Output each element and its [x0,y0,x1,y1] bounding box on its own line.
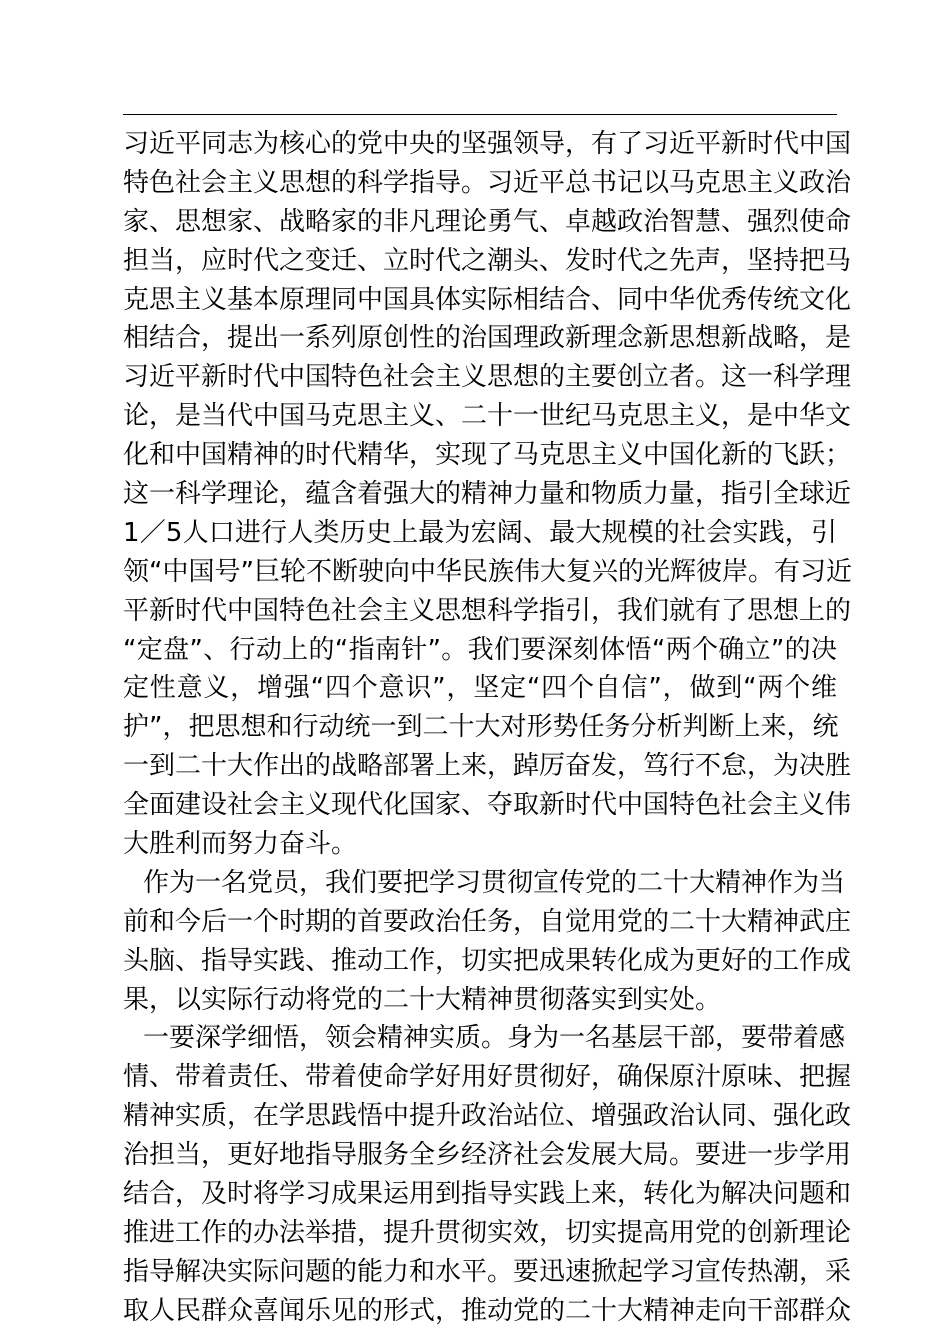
header-rule [123,114,837,115]
paragraph-2-line: 前和今后一个时期的首要政治任务，自觉用党的二十大精神武庄 [123,906,852,937]
paragraph-1-line: “定盘”、行动上的“指南针”。我们要深刻体悟“两个确立”的决 [123,634,837,665]
paragraph-2-line: 头脑、指导实践、推动工作，切实把成果转化成为更好的工作成 [123,945,852,976]
paragraph-1-line: 特色社会主义思想的科学指导。习近平总书记以马克思主义政治 [123,167,852,198]
paragraph-3-line: 推进工作的办法举措，提升贯彻实效，切实提高用党的创新理论 [123,1217,852,1248]
paragraph-3-line: 情、带着责任、带着使命学好用好贯彻好，确保原汁原味、把握 [123,1062,852,1093]
paragraph-1-line: 论，是当代中国马克思主义、二十一世纪马克思主义，是中华文 [123,401,852,432]
paragraph-3-line: 精神实质，在学思践悟中提升政治站位、增强政治认同、强化政 [123,1101,852,1132]
paragraph-1-line: 家、思想家、战略家的非凡理论勇气、卓越政治智慧、强烈使命 [123,206,852,237]
paragraph-1-line: 习近平新时代中国特色社会主义思想的主要创立者。这一科学理 [123,362,852,393]
paragraph-2-line: 果，以实际行动将党的二十大精神贯彻落实到实处。 [123,984,722,1015]
paragraph-1-line: 领“中国号”巨轮不断驶向中华民族伟大复兴的光辉彼岸。有习近 [123,556,852,587]
paragraph-1-line: 化和中国精神的时代精华，实现了马克思主义中国化新的飞跃； [123,440,852,471]
paragraph-1-line: 习近平同志为核心的党中央的坚强领导，有了习近平新时代中国 [123,129,852,159]
paragraph-1-line: 担当，应时代之变迁、立时代之潮头、发时代之先声，坚持把马 [123,245,852,276]
paragraph-1-line: 定性意义，增强“四个意识”，坚定“四个自信”，做到“两个维 [123,673,837,704]
paragraph-3-line: 结合，及时将学习成果运用到指导实践上来，转化为解决问题和 [123,1179,852,1210]
paragraph-1-line: 一到二十大作出的战略部署上来，踔厉奋发，笃行不怠，为决胜 [123,751,852,782]
paragraph-1-line: 大胜利而努力奋斗。 [123,829,358,860]
paragraph-3-line: 治担当，更好地指导服务全乡经济社会发展大局。要进一步学用 [123,1140,852,1171]
paragraph-3-line: 一要深学细悟，领会精神实质。身为一名基层干部，要带着感 [143,1023,846,1054]
paragraph-3-line: 指导解决实际问题的能力和水平。要迅速掀起学习宣传热潮，采 [123,1256,852,1287]
paragraph-1-line: 1／5人口进行人类历史上最为宏阔、最大规模的社会实践，引 [123,517,837,548]
paragraph-1-line: 护”，把思想和行动统一到二十大对形势任务分析判断上来，统 [123,712,839,743]
paragraph-1-line: 这一科学理论，蕴含着强大的精神力量和物质力量，指引全球近 [123,479,852,510]
paragraph-1-line: 平新时代中国特色社会主义思想科学指引，我们就有了思想上的 [123,595,852,626]
paragraph-1-line: 相结合，提出一系列原创性的治国理政新理念新思想新战略，是 [123,323,852,354]
paragraph-3-line: 取人民群众喜闻乐见的形式，推动党的二十大精神走向干部群众 [123,1295,852,1326]
paragraph-1-line: 全面建设社会主义现代化国家、夺取新时代中国特色社会主义伟 [123,790,852,821]
paragraph-1-line: 克思主义基本原理同中国具体实际相结合、同中华优秀传统文化 [123,284,852,315]
document-body [123,125,852,1331]
paragraph-2-line: 作为一名党员，我们要把学习贯彻宣传党的二十大精神作为当 [143,867,846,898]
